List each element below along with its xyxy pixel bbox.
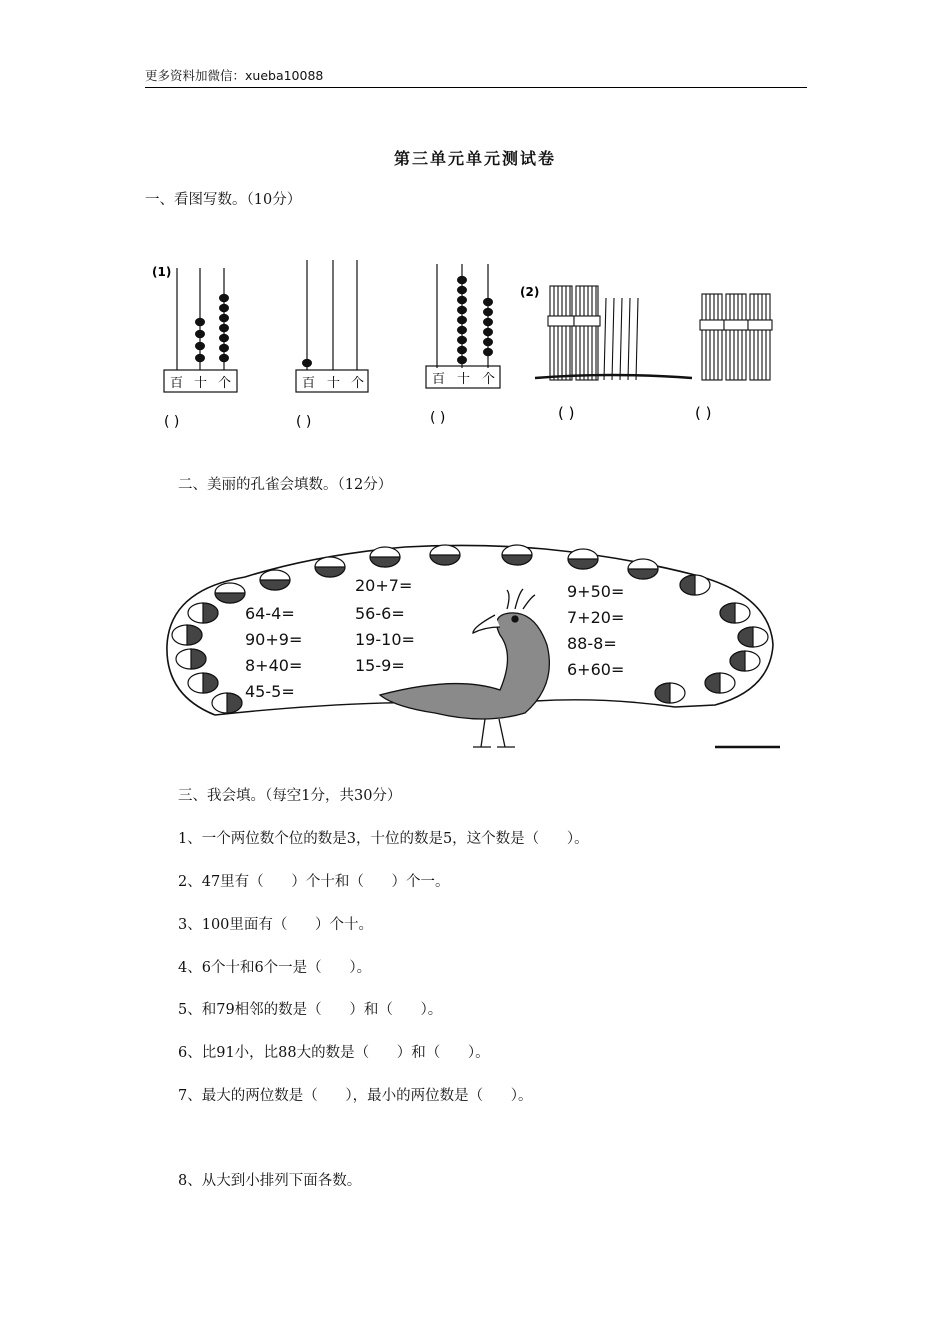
question-7: 7、最大的两位数是（ ），最小的两位数是（ ）。 — [178, 1088, 533, 1104]
abacus-1-label-ones: 个 — [218, 376, 232, 391]
header-note: 更多资料加微信：xueba10088 — [145, 68, 324, 83]
answer-blank-5[interactable]: ( ) — [695, 404, 712, 422]
equation-c2-4: 15-9= — [355, 656, 405, 675]
abacus-3-label-ones: 个 — [482, 372, 496, 387]
equation-c2-1: 20+7= — [355, 576, 413, 595]
abacus-3-label-hundreds: 百 — [432, 372, 446, 387]
page-title: 第三单元单元测试卷 — [393, 149, 556, 168]
question-1: 1、一个两位数个位的数是3，十位的数是5，这个数是（ ）。 — [178, 831, 589, 847]
peacock-figure — [155, 535, 785, 755]
equation-c3-2: 7+20= — [567, 608, 625, 627]
section-2-heading: 二、美丽的孔雀会填数。（12分） — [178, 477, 393, 493]
section-1-heading: 一、看图写数。（10分） — [145, 192, 302, 208]
question-8: 8、从大到小排列下面各数。 — [178, 1173, 362, 1189]
question-5: 5、和79相邻的数是（ ）和（ ）。 — [178, 1002, 443, 1018]
abacus-2 — [296, 260, 368, 392]
answer-blank-2[interactable]: ( ) — [296, 414, 312, 430]
equation-c3-4: 6+60= — [567, 660, 625, 679]
abacus-3-label-tens: 十 — [457, 372, 471, 387]
abacus-2-beads — [302, 359, 312, 368]
section-1-figure — [140, 250, 790, 440]
peacock-body — [380, 589, 549, 747]
stick-bundles-right — [700, 294, 772, 380]
equation-c1-3: 8+40= — [245, 656, 303, 675]
equation-c2-2: 56-6= — [355, 604, 405, 623]
question-2: 2、47里有（ ）个十和（ ）个一。 — [178, 874, 450, 890]
equation-c1-1: 64-4= — [245, 604, 295, 623]
question-4: 4、6个十和6个一是（ ）。 — [178, 960, 372, 976]
equation-c3-3: 88-8= — [567, 634, 617, 653]
answer-blank-4[interactable]: ( ) — [558, 404, 575, 422]
equation-c2-3: 19-10= — [355, 630, 415, 649]
answer-blank-1[interactable]: ( ) — [164, 414, 180, 430]
answer-blank-3[interactable]: ( ) — [430, 410, 446, 426]
abacus-1-label-hundreds: 百 — [170, 376, 184, 391]
abacus-2-label-ones: 个 — [351, 376, 365, 391]
question-6: 6、比91小，比88大的数是（ ）和（ ）。 — [178, 1045, 490, 1061]
figure-label-1: (1) — [152, 265, 172, 279]
abacus-2-label-tens: 十 — [327, 376, 341, 391]
section-3-heading: 三、我会填。（每空1分，共30分） — [178, 788, 402, 804]
equation-c3-1: 9+50= — [567, 582, 625, 601]
figure-label-2: (2) — [520, 285, 540, 299]
equation-c1-2: 90+9= — [245, 630, 303, 649]
peacock-equations — [245, 576, 624, 701]
equation-c1-4: 45-5= — [245, 682, 295, 701]
stick-bundles-left — [548, 286, 638, 380]
abacus-1-label-tens: 十 — [194, 376, 208, 391]
abacus-2-label-hundreds: 百 — [302, 376, 316, 391]
question-3: 3、100里面有（ ）个十。 — [178, 917, 374, 933]
header-rule — [145, 87, 807, 88]
stick-ground-line — [535, 375, 692, 378]
